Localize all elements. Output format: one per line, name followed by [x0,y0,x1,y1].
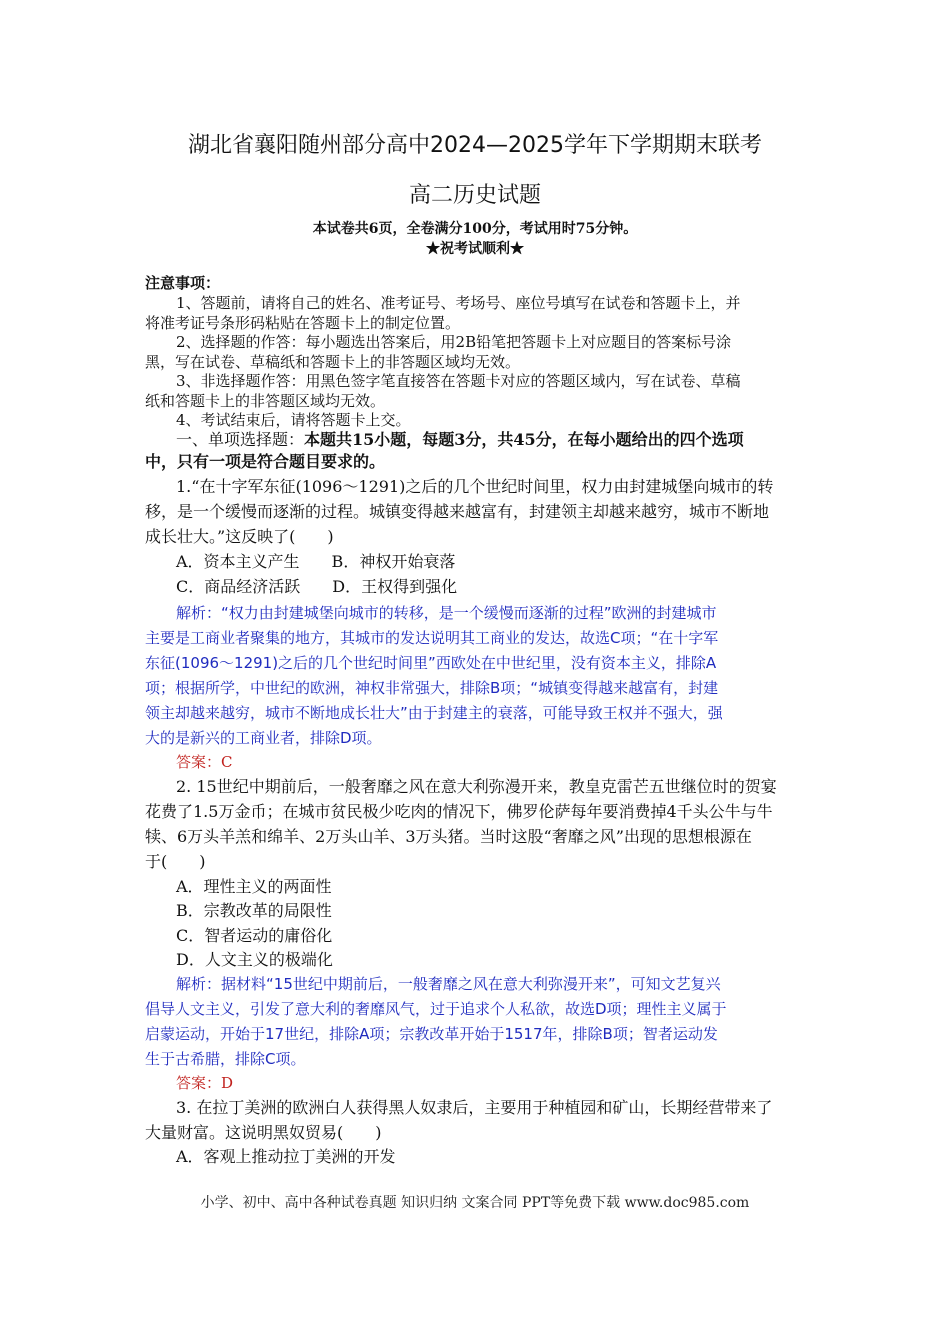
q2-analysis: 生于古希腊，排除C项。 [145,1050,306,1068]
exam-subtitle: 高二历史试题 [408,183,541,208]
notes-line: 2、选择题的作答：每小题选出答案后，用2B铅笔把答题卡上对应题目的答案标号涂 [176,333,732,351]
notes-line: 将准考证号条形码粘贴在答题卡上的制定位置。 [145,314,461,332]
section-prefix: 一、单项选择题： [176,430,305,449]
q2-stem: 花费了1.5万金币；在城市贫民极少吃肉的情况下，佛罗伦萨每年要消费掉4千头公牛与牛 [145,802,773,821]
section-rule-cont: 中，只有一项是符合题目要求的。 [145,452,386,471]
q1-stem: 1.“在十字军东征(1096～1291)之后的几个世纪时间里，权力由封建城堡向城市的转 [176,477,774,496]
q2-stem: 2. 15世纪中期前后，一般奢靡之风在意大利弥漫开来，教皇克雷芒五世继位时的贺宴 [176,777,777,796]
q2-option: A．理性主义的两面性 [176,877,332,896]
q2-option: C．智者运动的庸俗化 [176,926,333,945]
q2-option: B．宗教改革的局限性 [176,901,332,920]
q2-analysis: 启蒙运动，开始于17世纪，排除A项；宗教改革开始于1517年，排除B项；智者运动发 [145,1025,718,1043]
q3-option: A．客观上推动拉丁美洲的开发 [176,1147,396,1166]
q1-analysis: 主要是工商业者聚集的地方，其城市的发达说明其工商业的发达，故选C项；“在十字军 [145,629,719,647]
q2-answer: 答案：D [176,1074,234,1092]
exam-title: 湖北省襄阳随州部分高中2024—2025学年下学期期末联考 [188,133,762,158]
q2-analysis: 倡导人文主义，引发了意大利的奢靡风气，过于追求个人私欲，故选D项；理性主义属于 [145,1000,727,1018]
notes-heading: 注意事项： [145,274,221,292]
exam-info-line: 本试卷共6页，全卷满分100分，考试用时75分钟。 [312,221,638,237]
exam-wish: ★祝考试顺利★ [426,241,524,257]
q1-analysis: 东征(1096～1291)之后的几个世纪时间里”西欧处在中世纪里，没有资本主义，排除A [145,654,717,672]
notes-line: 4、考试结束后，请将答题卡上交。 [176,411,411,429]
section-rule: 本题共15小题，每题3分，共45分，在每小题给出的四个选项 [304,430,744,449]
q2-stem: 犊、6万头羊羔和绵羊、2万头山羊、3万头猪。当时这股“奢靡之风”出现的思想根源在 [145,827,752,846]
q2-analysis: 解析：据材料“15世纪中期前后，一般奢靡之风在意大利弥漫开来”，可知文艺复兴 [176,975,721,993]
section-heading [145,430,838,450]
q3-stem: 3. 在拉丁美洲的欧洲白人获得黑人奴隶后，主要用于种植园和矿山，长期经营带来了 [176,1098,773,1117]
notes-line: 3、非选择题作答：用黑色签字笔直接答在答题卡对应的答题区域内，写在试卷、草稿 [176,372,741,390]
notes-line: 纸和答题卡上的非答题区域均无效。 [145,392,386,410]
q1-answer: 答案：C [176,753,233,771]
q1-analysis: 解析：“权力由封建城堡向城市的转移，是一个缓慢而逐渐的过程”欧洲的封建城市 [176,604,717,622]
q1-analysis: 大的是新兴的工商业者，排除D项。 [145,729,382,747]
q1-stem: 移，是一个缓慢而逐渐的过程。城镇变得越来越富有，封建领主却越来越穷，城市不断地 [145,502,770,521]
q1-analysis: 领主却越来越穷，城市不断地成长壮大”由于封建主的衰落，可能导致王权并不强大，强 [145,704,723,722]
notes-line: 黑，写在试卷、草稿纸和答题卡上的非答题区域均无效。 [145,353,521,371]
q1-option: C．商品经济活跃 D．王权得到强化 [176,577,458,596]
q3-stem: 大量财富。这说明黑奴贸易( ) [145,1123,382,1142]
page-footer: 小学、初中、高中各种试卷真题 知识归纳 文案合同 PPT等免费下载 www.doc985.com [200,1195,750,1211]
q2-stem: 于( ) [145,852,206,871]
notes-line: 1、答题前，请将自己的姓名、准考证号、考场号、座位号填写在试卷和答题卡上，并 [176,294,741,312]
q1-stem: 成长壮大。”这反映了( ) [145,527,334,546]
q1-option: A．资本主义产生 B．神权开始衰落 [176,552,456,571]
q2-option: D．人文主义的极端化 [176,950,333,969]
q1-analysis: 项；根据所学，中世纪的欧洲，神权非常强大，排除B项；“城镇变得越来越富有，封建 [145,679,719,697]
